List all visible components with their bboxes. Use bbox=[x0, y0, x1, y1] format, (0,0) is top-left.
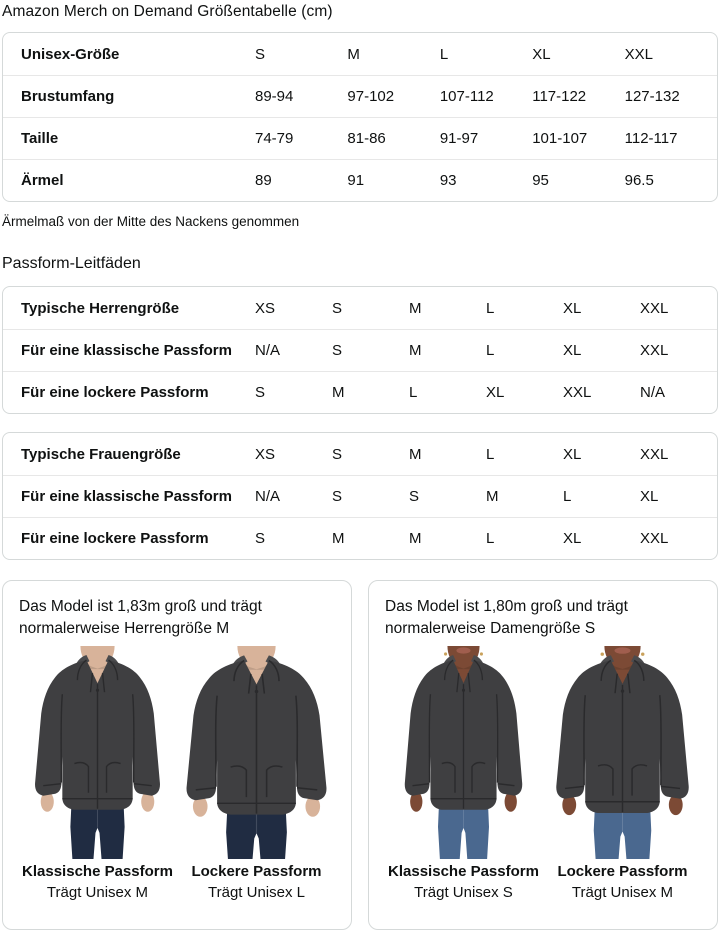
table-row bbox=[3, 517, 717, 559]
size-label: Trägt Unisex M bbox=[571, 884, 674, 901]
model-card-women bbox=[368, 580, 718, 930]
fit-label: Lockere Passform bbox=[191, 863, 322, 880]
row-label: Ärmel bbox=[21, 172, 64, 189]
model-photo-image bbox=[546, 646, 699, 859]
fit-label: Lockere Passform bbox=[557, 863, 688, 880]
size-value: N/A bbox=[255, 488, 281, 505]
model-photo-loose bbox=[180, 646, 333, 903]
table-row bbox=[3, 475, 717, 517]
size-value: M bbox=[409, 445, 422, 463]
model-photo-image bbox=[387, 646, 540, 859]
table-row bbox=[3, 117, 717, 159]
size-label: Trägt Unisex S bbox=[414, 884, 513, 901]
size-value: N/A bbox=[640, 384, 666, 401]
model-cards bbox=[2, 580, 718, 930]
size-value: S bbox=[332, 488, 343, 505]
size-value: L bbox=[439, 45, 449, 63]
mens-fit-table bbox=[2, 286, 718, 414]
model-description: Das Model ist 1,83m groß und trägt normalerweise Herrengröße M bbox=[19, 598, 262, 637]
unisex-size-table bbox=[2, 32, 718, 202]
size-value: XXL bbox=[640, 530, 669, 547]
size-value: S bbox=[332, 342, 343, 359]
row-label: Für eine klassische Passform bbox=[21, 488, 232, 505]
size-value: XXL bbox=[640, 445, 669, 463]
table-row bbox=[3, 33, 717, 75]
size-value: N/A bbox=[255, 342, 281, 359]
model-description: Das Model ist 1,80m groß und trägt normalerweise Damengröße S bbox=[385, 598, 628, 637]
table-row bbox=[3, 159, 717, 201]
size-value: 91-97 bbox=[439, 130, 479, 147]
table-row bbox=[3, 287, 717, 329]
size-value: M bbox=[409, 342, 422, 359]
table-row bbox=[3, 371, 717, 413]
size-value: XS bbox=[255, 299, 276, 317]
row-label: Brustumfang bbox=[21, 88, 115, 105]
table-row bbox=[3, 329, 717, 371]
size-value: 81-86 bbox=[347, 130, 386, 147]
size-value: L bbox=[486, 342, 495, 359]
size-value: XXL bbox=[640, 342, 669, 359]
size-value: L bbox=[409, 384, 418, 401]
size-value: XS bbox=[255, 445, 276, 463]
size-value: L bbox=[486, 445, 495, 463]
size-value: XXL bbox=[640, 299, 669, 317]
model-card-men bbox=[2, 580, 352, 930]
row-label: Typische Herrengröße bbox=[21, 299, 180, 317]
size-value: XL bbox=[563, 530, 582, 547]
model-photos bbox=[19, 646, 335, 903]
row-label: Unisex-Größe bbox=[21, 45, 120, 63]
size-value: 112-117 bbox=[624, 130, 678, 147]
model-photo-classic bbox=[21, 646, 174, 903]
size-value: XXL bbox=[624, 45, 653, 63]
fit-guides-heading: Passform-Leitfäden bbox=[2, 255, 141, 272]
fit-label: Klassische Passform bbox=[22, 863, 173, 880]
size-value: 89-94 bbox=[255, 88, 294, 105]
size-value: 117-122 bbox=[532, 88, 587, 105]
table-row bbox=[3, 433, 717, 475]
size-value: 95 bbox=[532, 172, 549, 189]
size-value: L bbox=[486, 530, 495, 547]
size-value: XL bbox=[563, 445, 582, 463]
model-photo-image bbox=[21, 646, 174, 859]
womens-fit-table bbox=[2, 432, 718, 560]
size-value: 97-102 bbox=[347, 88, 395, 105]
size-value: M bbox=[332, 384, 345, 401]
size-value: S bbox=[255, 45, 266, 63]
row-label: Für eine klassische Passform bbox=[21, 342, 232, 359]
size-value: M bbox=[347, 45, 360, 63]
size-value: 89 bbox=[255, 172, 272, 189]
row-label: Typische Frauengröße bbox=[21, 445, 181, 463]
size-value: 107-112 bbox=[439, 88, 494, 105]
size-value: XL bbox=[486, 384, 505, 401]
size-value: S bbox=[255, 530, 266, 547]
size-value: M bbox=[486, 488, 499, 505]
row-label: Für eine lockere Passform bbox=[21, 530, 209, 547]
size-value: XL bbox=[563, 342, 582, 359]
page-title: Amazon Merch on Demand Größentabelle (cm) bbox=[2, 3, 333, 20]
table-row bbox=[3, 75, 717, 117]
model-photo-loose bbox=[546, 646, 699, 903]
model-photo-image bbox=[180, 646, 333, 859]
size-value: XL bbox=[563, 299, 582, 317]
size-value: S bbox=[332, 445, 343, 463]
size-value: 74-79 bbox=[255, 130, 294, 147]
size-value: S bbox=[332, 299, 343, 317]
row-label: Taille bbox=[21, 130, 59, 147]
size-value: 96.5 bbox=[624, 172, 654, 189]
size-value: XL bbox=[640, 488, 659, 505]
row-label: Für eine lockere Passform bbox=[21, 384, 209, 401]
size-value: S bbox=[409, 488, 420, 505]
size-value: XXL bbox=[563, 384, 592, 401]
model-photo-classic bbox=[387, 646, 540, 903]
sleeve-measure-note: Ärmelmaß von der Mitte des Nackens genommen bbox=[2, 214, 300, 229]
size-value: L bbox=[563, 488, 572, 505]
size-value: M bbox=[409, 299, 422, 317]
model-photos bbox=[385, 646, 701, 903]
size-label: Trägt Unisex L bbox=[208, 884, 305, 901]
size-value: M bbox=[332, 530, 345, 547]
fit-label: Klassische Passform bbox=[388, 863, 539, 880]
size-value: XL bbox=[532, 45, 551, 63]
size-value: L bbox=[486, 299, 495, 317]
size-value: 127-132 bbox=[624, 88, 680, 105]
size-value: 93 bbox=[439, 172, 457, 189]
size-value: S bbox=[255, 384, 266, 401]
size-value: 101-107 bbox=[532, 130, 588, 147]
size-value: 91 bbox=[347, 172, 365, 189]
size-value: M bbox=[409, 530, 422, 547]
size-label: Trägt Unisex M bbox=[46, 884, 149, 901]
